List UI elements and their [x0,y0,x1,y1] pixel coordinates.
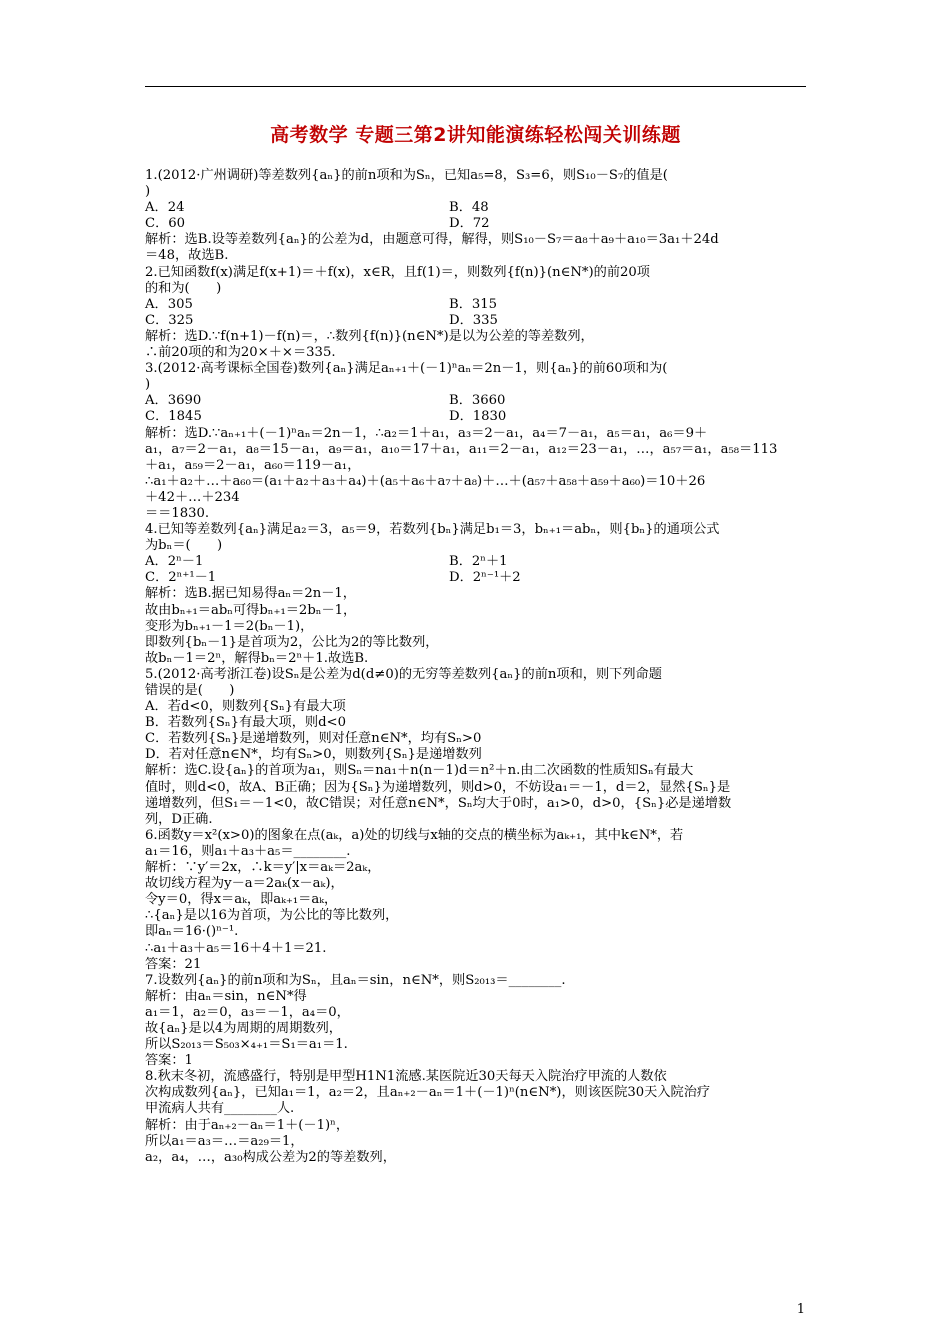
option-left: C．2ⁿ⁺¹－1 [145,570,217,586]
option-row [145,570,806,586]
text-line: 的和为( ) [145,280,222,296]
text-line: 8.秋末冬初，流感盛行，特别是甲型H1N1流感.某医院近30天每天入院治疗甲流的人数依 [145,1069,667,1085]
text-line: 解析：选C.设{aₙ}的首项为a₁，则Sₙ＝na₁＋n(n－1)d＝n²＋n.由二次函数的性质知Sₙ有最大 [145,763,694,779]
option-right: B．2ⁿ＋1 [449,554,508,570]
text-line: 解析：选D.∵aₙ₊₁＋(－1)ⁿaₙ＝2n－1，∴a₂＝1＋a₁，a₃＝2－a₁，a₄＝7－a₁，a₅＝a₁，a₆＝9＋ [145,425,708,441]
text-line: 4.已知等差数列{aₙ}满足a₂＝3，a₅＝9，若数列{bₙ}满足b₁＝3，bₙ₊₁＝abₙ，则{bₙ}的通项公式 [145,522,720,538]
text-line: ＋42＋…＋234 [145,489,240,505]
option-right: D．2ⁿ⁻¹＋2 [449,570,521,586]
option-right: D．1830 [449,409,507,425]
text-line: B．若数列{Sₙ}有最大项，则d<0 [145,715,346,731]
text-line: C．若数列{Sₙ}是递增数列，则对任意n∈N*，均有Sₙ>0 [145,731,482,747]
text-line: a₁＝1，a₂＝0，a₃＝－1，a₄＝0， [145,1004,350,1020]
text-line: ∴前20项的和为20×＋×＝335. [145,345,336,361]
option-right: B．315 [449,296,498,312]
option-left: A．2ⁿ－1 [145,554,204,570]
option-right: B．3660 [449,393,506,409]
document-body [145,168,806,1166]
text-line: 3.(2012·高考课标全国卷)数列{aₙ}满足aₙ₊₁＋(－1)ⁿaₙ＝2n－1，则{aₙ}的前60项和为( [145,361,668,377]
page-number: 1 [796,1302,805,1317]
text-line: 5.(2012·高考浙江卷)设Sₙ是公差为d(d≠0)的无穷等差数列{aₙ}的前n项和，则下列命题 [145,666,662,682]
text-line: 答案：1 [145,1053,193,1069]
text-line: 6.函数y＝x²(x>0)的图象在点(aₖ，a)处的切线与x轴的交点的横坐标为aₖ₊₁，其中k∈N*，若 [145,827,684,843]
text-line: 2.已知函数f(x)满足f(x+1)＝＋f(x)，x∈R，且f(1)＝，则数列{f(n)}(n∈N*)的前20项 [145,264,650,280]
option-left: A．3690 [145,393,202,409]
option-right: D．72 [449,216,490,232]
text-line: 解析：选B.设等差数列{aₙ}的公差为d，由题意可得，解得，则S₁₀－S₇＝a₈＋a₉＋a₁₀＝3a₁＋24d [145,232,719,248]
option-left: C．60 [145,216,186,232]
text-line: ＝＝1830. [145,505,210,521]
option-right: D．335 [449,312,498,328]
text-line: a₂，a₄，…，a₃₀构成公差为2的等差数列， [145,1149,396,1165]
text-line: 故{aₙ}是以4为周期的周期数列， [145,1020,342,1036]
text-line: 1.(2012·广州调研)等差数列{aₙ}的前n项和为Sₙ，已知a₅=8，S₃=6，则S₁₀－S₇的值是( [145,168,668,183]
text-line: 解析：∵y′＝2x，∴k＝y′|x＝aₖ＝2aₖ， [145,860,381,876]
option-row [145,313,806,329]
text-line: 答案：21 [145,956,202,972]
text-line: 错误的是( ) [145,683,235,698]
text-line: ∴a₁＋a₂＋…＋a₆₀＝(a₁＋a₂＋a₃＋a₄)＋(a₅＋a₆＋a₇＋a₈)＋…＋(a₅₇＋a₅₈＋a₅₉＋a₆₀)＝10＋26 [145,473,706,489]
text-line: 解析：选B.据已知易得aₙ＝2n－1， [145,586,356,602]
option-row [145,409,806,425]
text-line: 所以a₁＝a₃＝…＝a₂₉＝1， [145,1133,304,1149]
text-line: 7.设数列{aₙ}的前n项和为Sₙ，且aₙ＝sin，n∈N*，则S₂₀₁₃＝________. [145,972,566,988]
text-line: 次构成数列{aₙ}，已知a₁＝1，a₂＝2，且aₙ₊₂－aₙ＝1＋(－1)ⁿ(n∈N*)，则该医院30天入院治疗 [145,1085,711,1101]
text-line: 故bₙ－1＝2ⁿ，解得bₙ＝2ⁿ＋1.故选B. [145,650,369,666]
text-line: D．若对任意n∈N*，均有Sₙ>0，则数列{Sₙ}是递增数列 [145,747,482,763]
text-line: ) [145,184,151,200]
text-line: ∴{aₙ}是以16为首项，为公比的等比数列， [145,908,399,924]
option-row [145,297,806,313]
text-line: 甲流病人共有________人. [145,1101,295,1117]
text-line: ∴a₁＋a₃＋a₅＝16＋4＋1＝21. [145,940,327,956]
text-line: ＝48，故选B. [145,248,229,264]
option-row [145,216,806,232]
text-line: 解析：由于aₙ₊₂－aₙ＝1＋(－1)ⁿ， [145,1117,350,1133]
text-line: 解析：由aₙ＝sin，n∈N*得 [145,988,307,1004]
option-left: A．305 [145,296,193,312]
option-row [145,200,806,216]
option-left: C．1845 [145,409,202,425]
text-line: 变形为bₙ₊₁－1＝2(bₙ－1)， [145,618,314,634]
text-line: 即aₙ＝16·()ⁿ⁻¹. [145,924,239,940]
text-line: a₁＝16，则a₁＋a₃＋a₅＝________. [145,843,351,859]
text-line: 递增数列，但S₁＝－1<0，故C错误；对任意n∈N*，Sₙ均大于0时，a₁>0，d>0，{Sₙ}必是递增数 [145,795,732,811]
text-line: 令y＝0，得x＝aₖ，即aₖ₊₁＝aₖ， [145,892,338,908]
text-line: A．若d<0，则数列{Sₙ}有最大项 [145,699,346,715]
option-left: C．325 [145,312,194,328]
text-line: ) [145,377,151,393]
text-line: 故由bₙ₊₁＝abₙ可得bₙ₊₁＝2bₙ－1， [145,602,357,618]
option-row [145,554,806,570]
text-line: 故切线方程为y－a＝2aₖ(x－aₖ)， [145,876,344,892]
option-right: B．48 [449,200,489,216]
text-line: 即数列{bₙ－1}是首项为2，公比为2的等比数列， [145,634,439,650]
header-rule [145,86,806,87]
option-left: A．24 [145,200,185,216]
option-row [145,393,806,409]
text-line: a₁，a₇＝2－a₁，a₈＝15－a₁，a₉＝a₁，a₁₀＝17＋a₁，a₁₁＝2－a₁，a₁₂＝23－a₁，…，a₅₇＝a₁，a₅₈＝113 [145,441,778,457]
text-line: ＋a₁，a₅₉＝2－a₁，a₆₀＝119－a₁， [145,457,361,473]
text-line: 为bₙ＝( ) [145,538,223,554]
text-line: 列，D正确. [145,811,213,827]
text-line: 所以S₂₀₁₃＝S₅₀₃×₄₊₁＝S₁＝a₁＝1. [145,1037,348,1053]
page-title: 高考数学 专题三第2讲知能演练轻松闯关训练题 [270,124,681,146]
text-line: 值时，则d<0，故A、B正确；因为{Sₙ}为递增数列，则d>0，不妨设a₁＝－1，d＝2，显然{Sₙ}是 [145,779,731,795]
text-line: 解析：选D.∵f(n+1)－f(n)＝，∴数列{f(n)}(n∈N*)是以为公差的等差数列， [145,328,594,344]
